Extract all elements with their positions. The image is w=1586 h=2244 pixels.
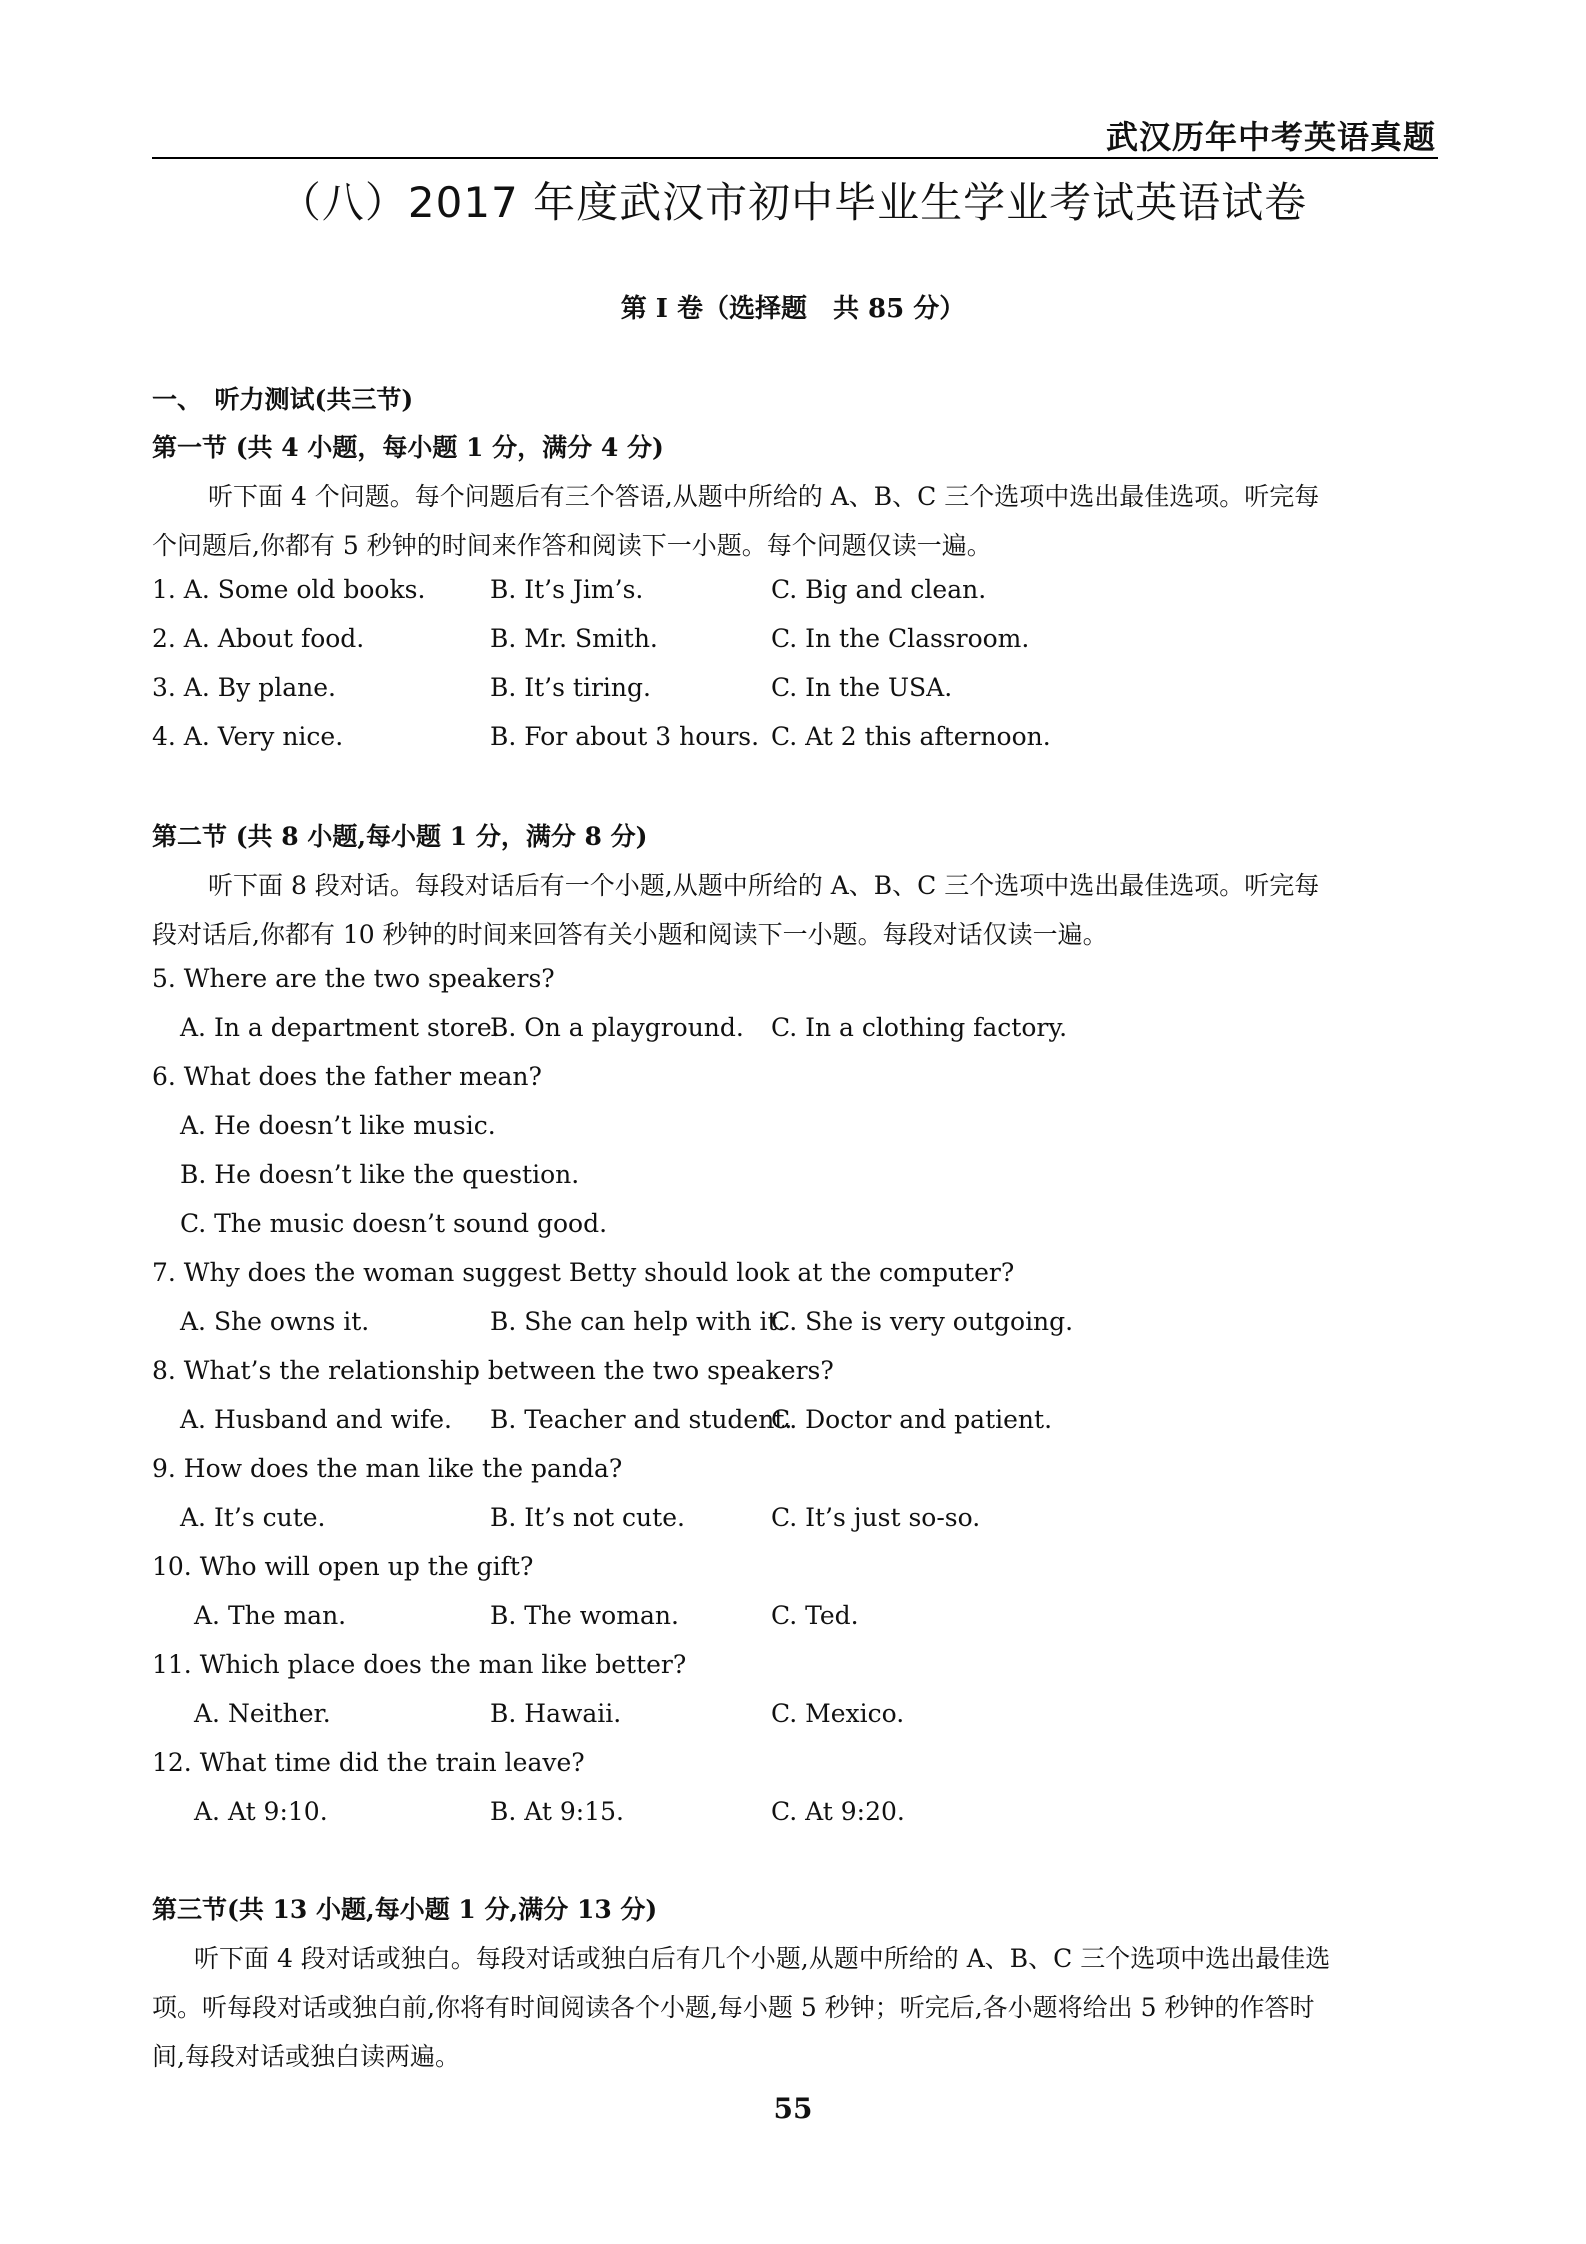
question-10-option-b: B. The woman.	[490, 1601, 679, 1630]
question-8-option-b: B. Teacher and student.	[490, 1405, 793, 1434]
header-rule	[152, 157, 1438, 159]
question-2-option-a: 2. A. About food.	[152, 624, 365, 653]
question-6-option-a: A. He doesn’t like music.	[180, 1111, 496, 1140]
question-12-option-c: C. At 9:20.	[771, 1797, 905, 1826]
question-3-option-b: B. It’s tiring.	[490, 673, 651, 702]
section3-heading: 第三节(共 13 小题,每小题 1 分,满分 13 分)	[152, 1895, 658, 1924]
question-9-option-a: A. It’s cute.	[180, 1503, 326, 1532]
page-number: 55	[773, 2092, 813, 2125]
question-10-option-c: C. Ted.	[771, 1601, 859, 1630]
question-4-option-a: 4. A. Very nice.	[152, 722, 344, 751]
section2-heading: 第二节 (共 8 小题,每小题 1 分，满分 8 分)	[152, 822, 648, 851]
question-3-option-a: 3. A. By plane.	[152, 673, 336, 702]
question-5-option-c: C. In a clothing factory.	[771, 1013, 1068, 1042]
section2-instruction-line: 段对话后,你都有 10 秒钟的时间来回答有关小题和阅读下一小题。每段对话仅读一遍。	[152, 920, 1108, 949]
question-9-option-c: C. It’s just so-so.	[771, 1503, 981, 1532]
exam-title: （八）2017 年度武汉市初中毕业生学业考试英语试卷	[278, 178, 1308, 227]
section1-instruction-line: 个问题后,你都有 5 秒钟的时间来作答和阅读下一小题。每个问题仅读一遍。	[152, 531, 992, 560]
question-12-option-b: B. At 9:15.	[490, 1797, 624, 1826]
question-2-option-b: B. Mr. Smith.	[490, 624, 658, 653]
question-3-option-c: C. In the USA.	[771, 673, 953, 702]
section3-instruction-line: 听下面 4 段对话或独白。每段对话或独白后有几个小题,从题中所给的 A、B、C 三个选项中选出最佳选	[194, 1944, 1331, 1973]
question-11-option-a: A. Neither.	[194, 1699, 331, 1728]
question-11-stem: 11. Which place does the man like better?	[152, 1650, 687, 1679]
exam-subtitle: 第 I 卷（选择题 共 85 分）	[620, 294, 966, 324]
question-2-option-c: C. In the Classroom.	[771, 624, 1030, 653]
question-7-stem: 7. Why does the woman suggest Betty should look at the computer?	[152, 1258, 1015, 1287]
section2-instruction-line: 听下面 8 段对话。每段对话后有一个小题,从题中所给的 A、B、C 三个选项中选出最佳选项。听完每	[208, 871, 1320, 900]
part-heading: 一、 听力测试(共三节)	[152, 385, 414, 414]
question-1-option-b: B. It’s Jim’s.	[490, 575, 644, 604]
section3-instruction-line: 项。听每段对话或独白前,你将有时间阅读各个小题,每小题 5 秒钟；听完后,各小题将给出 5 秒钟的作答时	[152, 1993, 1315, 2022]
question-9-option-b: B. It’s not cute.	[490, 1503, 685, 1532]
question-4-option-b: B. For about 3 hours.	[490, 722, 760, 751]
section1-instruction-line: 听下面 4 个问题。每个问题后有三个答语,从题中所给的 A、B、C 三个选项中选出最佳选项。听完每	[208, 482, 1320, 511]
question-6-stem: 6. What does the father mean?	[152, 1062, 542, 1091]
question-4-option-c: C. At 2 this afternoon.	[771, 722, 1051, 751]
question-11-option-c: C. Mexico.	[771, 1699, 905, 1728]
question-9-stem: 9. How does the man like the panda?	[152, 1454, 623, 1483]
section3-instruction-line: 间,每段对话或独白读两遍。	[152, 2042, 460, 2071]
question-6-option-c: C. The music doesn’t sound good.	[180, 1209, 608, 1238]
question-1-option-c: C. Big and clean.	[771, 575, 987, 604]
question-1-option-a: 1. A. Some old books.	[152, 575, 426, 604]
section1-heading: 第一节 (共 4 小题，每小题 1 分，满分 4 分)	[152, 433, 664, 462]
question-7-option-c: C. She is very outgoing.	[771, 1307, 1074, 1336]
question-8-stem: 8. What’s the relationship between the two speakers?	[152, 1356, 834, 1385]
question-12-option-a: A. At 9:10.	[194, 1797, 328, 1826]
question-8-option-a: A. Husband and wife.	[180, 1405, 452, 1434]
question-5-stem: 5. Where are the two speakers?	[152, 964, 555, 993]
question-8-option-c: C. Doctor and patient.	[771, 1405, 1053, 1434]
running-head: 武汉历年中考英语真题	[1105, 118, 1436, 156]
question-7-option-b: B. She can help with it.	[490, 1307, 786, 1336]
question-6-option-b: B. He doesn’t like the question.	[180, 1160, 580, 1189]
question-7-option-a: A. She owns it.	[180, 1307, 370, 1336]
question-12-stem: 12. What time did the train leave?	[152, 1748, 585, 1777]
question-11-option-b: B. Hawaii.	[490, 1699, 622, 1728]
question-5-option-b: B. On a playground.	[490, 1013, 744, 1042]
question-10-stem: 10. Who will open up the gift?	[152, 1552, 534, 1581]
question-5-option-a: A. In a department store.	[180, 1013, 500, 1042]
question-10-option-a: A. The man.	[194, 1601, 347, 1630]
